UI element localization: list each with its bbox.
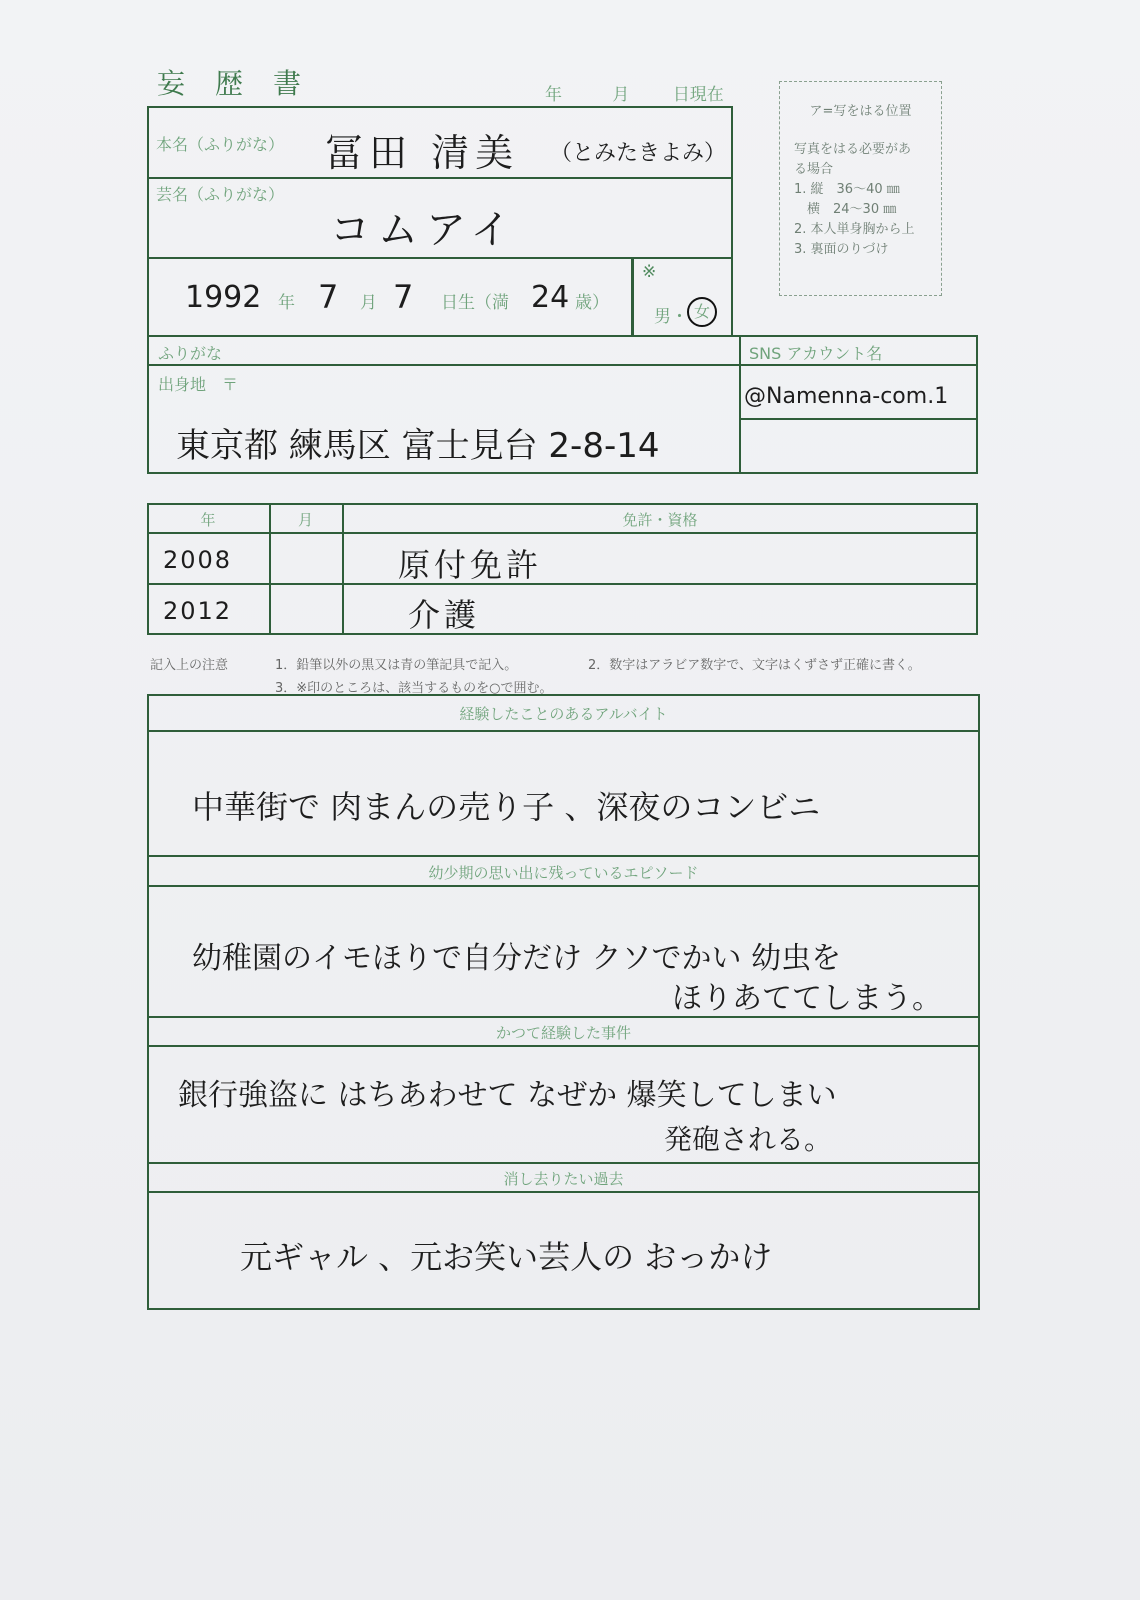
license-name: 原付免許	[398, 546, 543, 584]
date-day-label: 日現在	[672, 85, 724, 105]
gender-female-circle[interactable]	[687, 297, 717, 327]
section-text-childhood-2: ほりあててしまう。	[672, 981, 942, 1016]
name-label: 本名（ふりがな）	[156, 135, 285, 154]
age-value: 24	[531, 280, 570, 315]
note-1: 1．鉛筆以外の黒又は青の筆記具で記入。	[275, 658, 518, 673]
section-head-parttime: 経験したことのあるアルバイト	[459, 705, 668, 723]
license-header: 免許・資格	[622, 511, 698, 529]
section-text-parttime: 中華街で 肉まんの売り子 、深夜のコンビニ	[192, 788, 821, 826]
section-head-childhood: 幼少期の思い出に残っているエピソード	[428, 864, 699, 882]
birth-year-label: 年	[278, 293, 295, 313]
note-3: 3．※印のところは、該当するものを○で囲む。	[275, 681, 553, 696]
section-text-childhood-1: 幼稚園のイモほりで自分だけ クソでかい 幼虫を	[192, 941, 842, 976]
photo-line: る場合	[794, 162, 834, 177]
age-suffix: 歳）	[575, 293, 609, 313]
section-text-incident-1: 銀行強盗に はちあわせて なぜか 爆笑してしまい	[178, 1078, 837, 1113]
photo-line: 3. 裏面のりづけ	[794, 242, 889, 257]
section-text-past: 元ギャル 、元お笑い芸人の おっかけ	[240, 1238, 773, 1276]
license-month-header: 月	[297, 511, 313, 529]
photo-area	[779, 81, 942, 296]
photo-line: 写真をはる必要があ	[794, 142, 912, 157]
license-year-header: 年	[200, 511, 216, 529]
photo-line: 横 24〜30 ㎜	[794, 202, 897, 217]
sns-value: @Namenna-com.1	[744, 384, 949, 409]
date-year-label: 年	[545, 85, 562, 105]
birth-month: 7	[318, 278, 339, 316]
origin-label: 出身地 〒	[158, 375, 239, 394]
birth-suffix: 日生（満	[441, 293, 509, 313]
sns-label: SNS アカウント名	[749, 344, 883, 363]
name-value: 冨田 清美	[325, 131, 520, 175]
origin-value: 東京都 練馬区 富士見台 2-8-14	[176, 426, 660, 466]
date-month-label: 月	[612, 85, 630, 105]
name-reading: （とみたきよみ）	[550, 141, 727, 166]
birth-month-label: 月	[360, 293, 377, 313]
note-label: 記入上の注意	[150, 658, 229, 673]
photo-line: 2. 本人単身胸から上	[794, 222, 915, 237]
photo-title: ア=写をはる位置	[809, 104, 912, 119]
license-year: 2008	[163, 546, 233, 574]
birth-year: 1992	[185, 280, 262, 315]
gender-female-label: 女	[693, 302, 710, 321]
license-year: 2012	[163, 597, 233, 625]
gender-male-label: 男・	[654, 307, 688, 327]
date-line	[545, 80, 724, 105]
stage-name-label: 芸名（ふりがな）	[156, 185, 285, 204]
birth-day: 7	[393, 278, 414, 316]
note-2: 2．数字はアラビア数字で、文字はくずさず正確に書く。	[588, 658, 921, 673]
gender-mark: ※	[642, 262, 657, 282]
section-head-incident: かつて経験した事件	[495, 1024, 631, 1042]
photo-line: 1. 縦 36〜40 ㎜	[794, 182, 900, 197]
furigana-label: ふりがな	[158, 344, 223, 363]
license-name: 介護	[408, 596, 481, 634]
section-head-past: 消し去りたい過去	[503, 1170, 624, 1188]
form-title: 妄歴書	[157, 67, 332, 100]
section-text-incident-2: 発砲される。	[664, 1123, 833, 1156]
stage-name-value: コムアイ	[330, 207, 519, 253]
